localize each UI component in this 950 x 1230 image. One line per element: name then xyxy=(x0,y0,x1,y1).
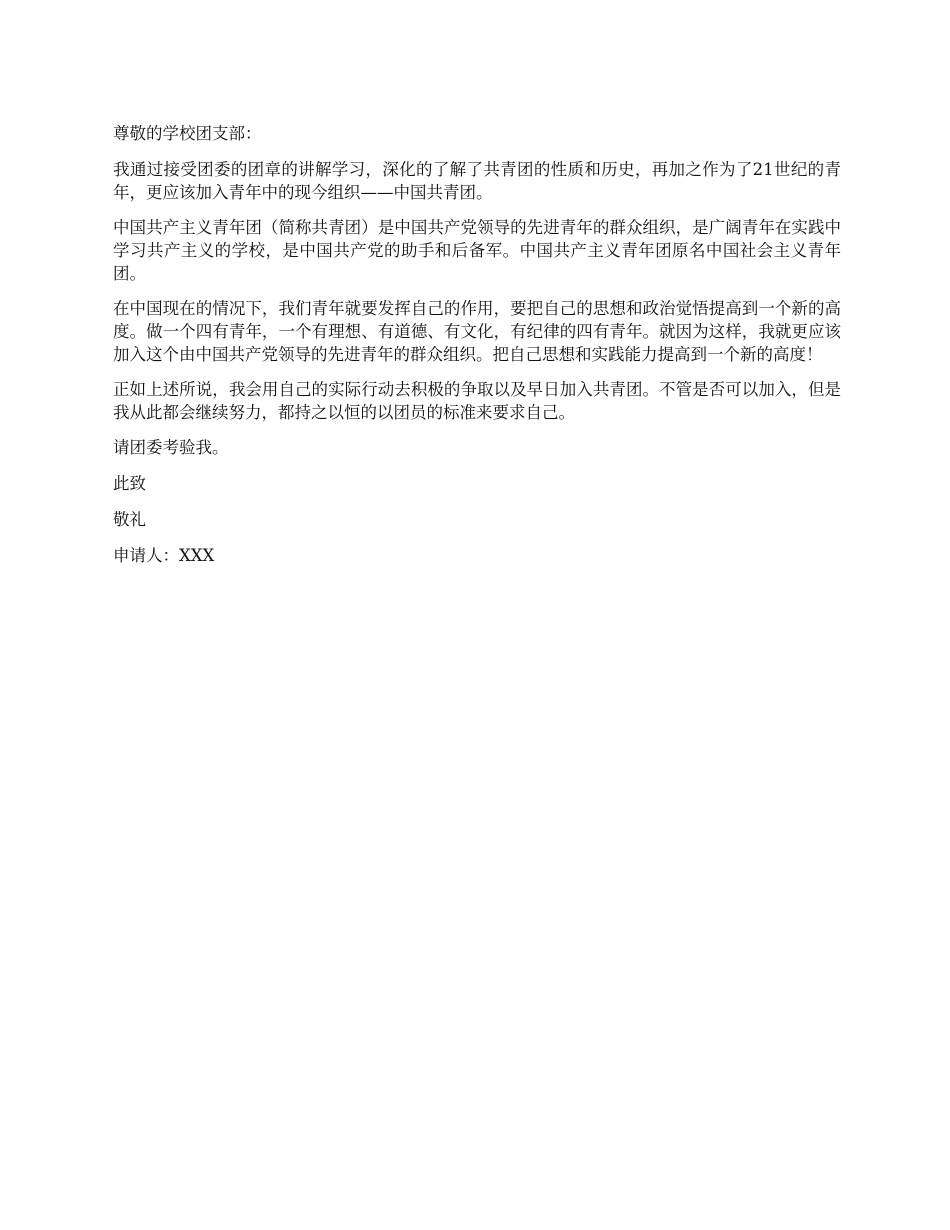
letter-closing-2: 敬礼 xyxy=(113,510,146,529)
letter-paragraph-3: 在中国现在的情况下，我们青年就要发挥自己的作用，要把自己的思想和政治觉悟提高到一个新的高度。做一个四有青年，一个有理想、有道德、有文化，有纪律的四有青年。就因为这样，我就更应该加入这个由中国共产党领导的先进青年的群众组织。把自己思想和实践能力提高到一个新的高度！ xyxy=(113,299,841,364)
document-page xyxy=(113,122,841,580)
letter-greeting: 尊敬的学校团支部： xyxy=(113,124,262,143)
letter-paragraph-2: 中国共产主义青年团（简称共青团）是中国共产党领导的先进青年的群众组织，是广阔青年在实践中学习共产主义的学校，是中国共产党的助手和后备军。中国共产主义青年团原名中国社会主义青年团。 xyxy=(113,218,841,283)
letter-paragraph-4: 正如上述所说，我会用自己的实际行动去积极的争取以及早日加入共青团。不管是否可以加入，但是我从此都会继续努力，都持之以恒的以团员的标准来要求自己。 xyxy=(113,380,841,422)
letter-request: 请团委考验我。 xyxy=(113,438,229,457)
letter-paragraph-1: 我通过接受团委的团章的讲解学习，深化的了解了共青团的性质和历史，再加之作为了21世纪的青年，更应该加入青年中的现今组织——中国共青团。 xyxy=(113,160,841,202)
letter-signature: 申请人：XXX xyxy=(113,546,215,565)
letter-closing-1: 此致 xyxy=(113,474,146,493)
